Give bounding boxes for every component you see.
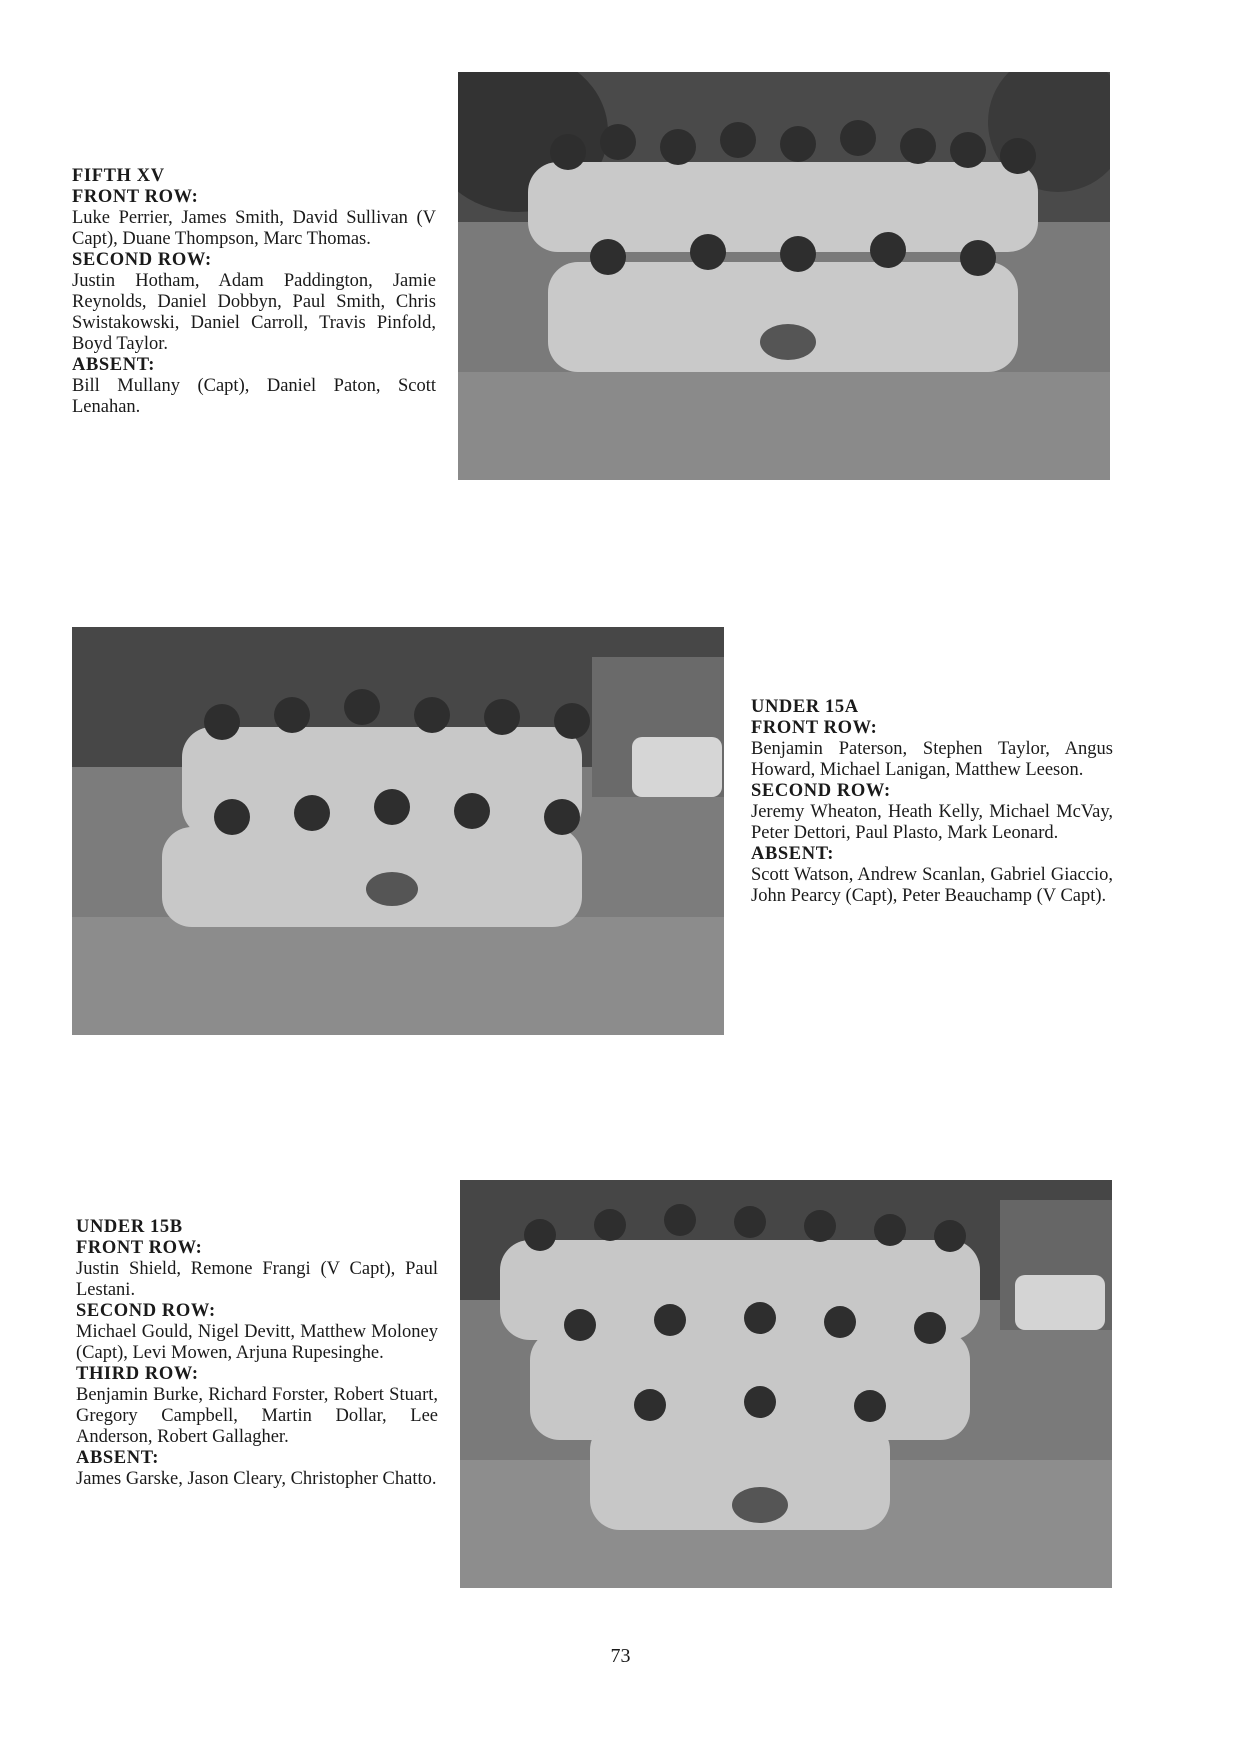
section-heading: ABSENT: [751,844,835,864]
section-heading: SECOND ROW: [751,781,891,801]
section-names: Justin Shield, Remone Frangi (V Capt), Paul Lestani. [76,1259,438,1300]
section-names: James Garske, Jason Cleary, Christopher Chatto. [76,1469,437,1489]
section-heading: THIRD ROW: [76,1364,199,1384]
section-names: Scott Watson, Andrew Scanlan, Gabriel Giaccio, John Pearcy (Capt), Peter Beauchamp (V Capt). [751,865,1113,906]
section-names: Bill Mullany (Capt), Daniel Paton, Scott Lenahan. [72,376,436,417]
fifth-xv-caption [72,166,436,418]
page-number: 73 [610,1645,631,1667]
under-15a-team-photo [72,627,724,1035]
under-15b-team-photo [460,1180,1112,1588]
section-names: Benjamin Paterson, Stephen Taylor, Angus Howard, Michael Lanigan, Matthew Leeson. [751,739,1113,780]
team-title: FIFTH XV [72,166,165,186]
section-heading: ABSENT: [72,355,156,375]
fifth-xv-team-photo [458,72,1110,480]
section-heading: SECOND ROW: [76,1301,216,1321]
section-names: Justin Hotham, Adam Paddington, Jamie Reynolds, Daniel Dobbyn, Paul Smith, Chris Swistakowski, Daniel Carroll, Travis Pinfold, Boyd Taylor. [72,271,436,354]
section-heading: FRONT ROW: [72,187,199,207]
team-title: UNDER 15B [76,1217,183,1237]
section-names: Luke Perrier, James Smith, David Sullivan (V Capt), Duane Thompson, Marc Thomas. [72,208,436,249]
under-15b-caption [76,1217,438,1490]
under-15a-caption [751,697,1113,907]
section-names: Benjamin Burke, Richard Forster, Robert Stuart, Gregory Campbell, Martin Dollar, Lee Anderson, Robert Gallagher. [76,1385,438,1447]
section-heading: FRONT ROW: [76,1238,203,1258]
section-heading: FRONT ROW: [751,718,878,738]
section-heading: ABSENT: [76,1448,160,1468]
team-title: UNDER 15A [751,697,859,717]
section-names: Jeremy Wheaton, Heath Kelly, Michael McVay, Peter Dettori, Paul Plasto, Mark Leonard. [751,802,1113,843]
section-heading: SECOND ROW: [72,250,212,270]
section-names: Michael Gould, Nigel Devitt, Matthew Moloney (Capt), Levi Mowen, Arjuna Rupesinghe. [76,1322,438,1363]
